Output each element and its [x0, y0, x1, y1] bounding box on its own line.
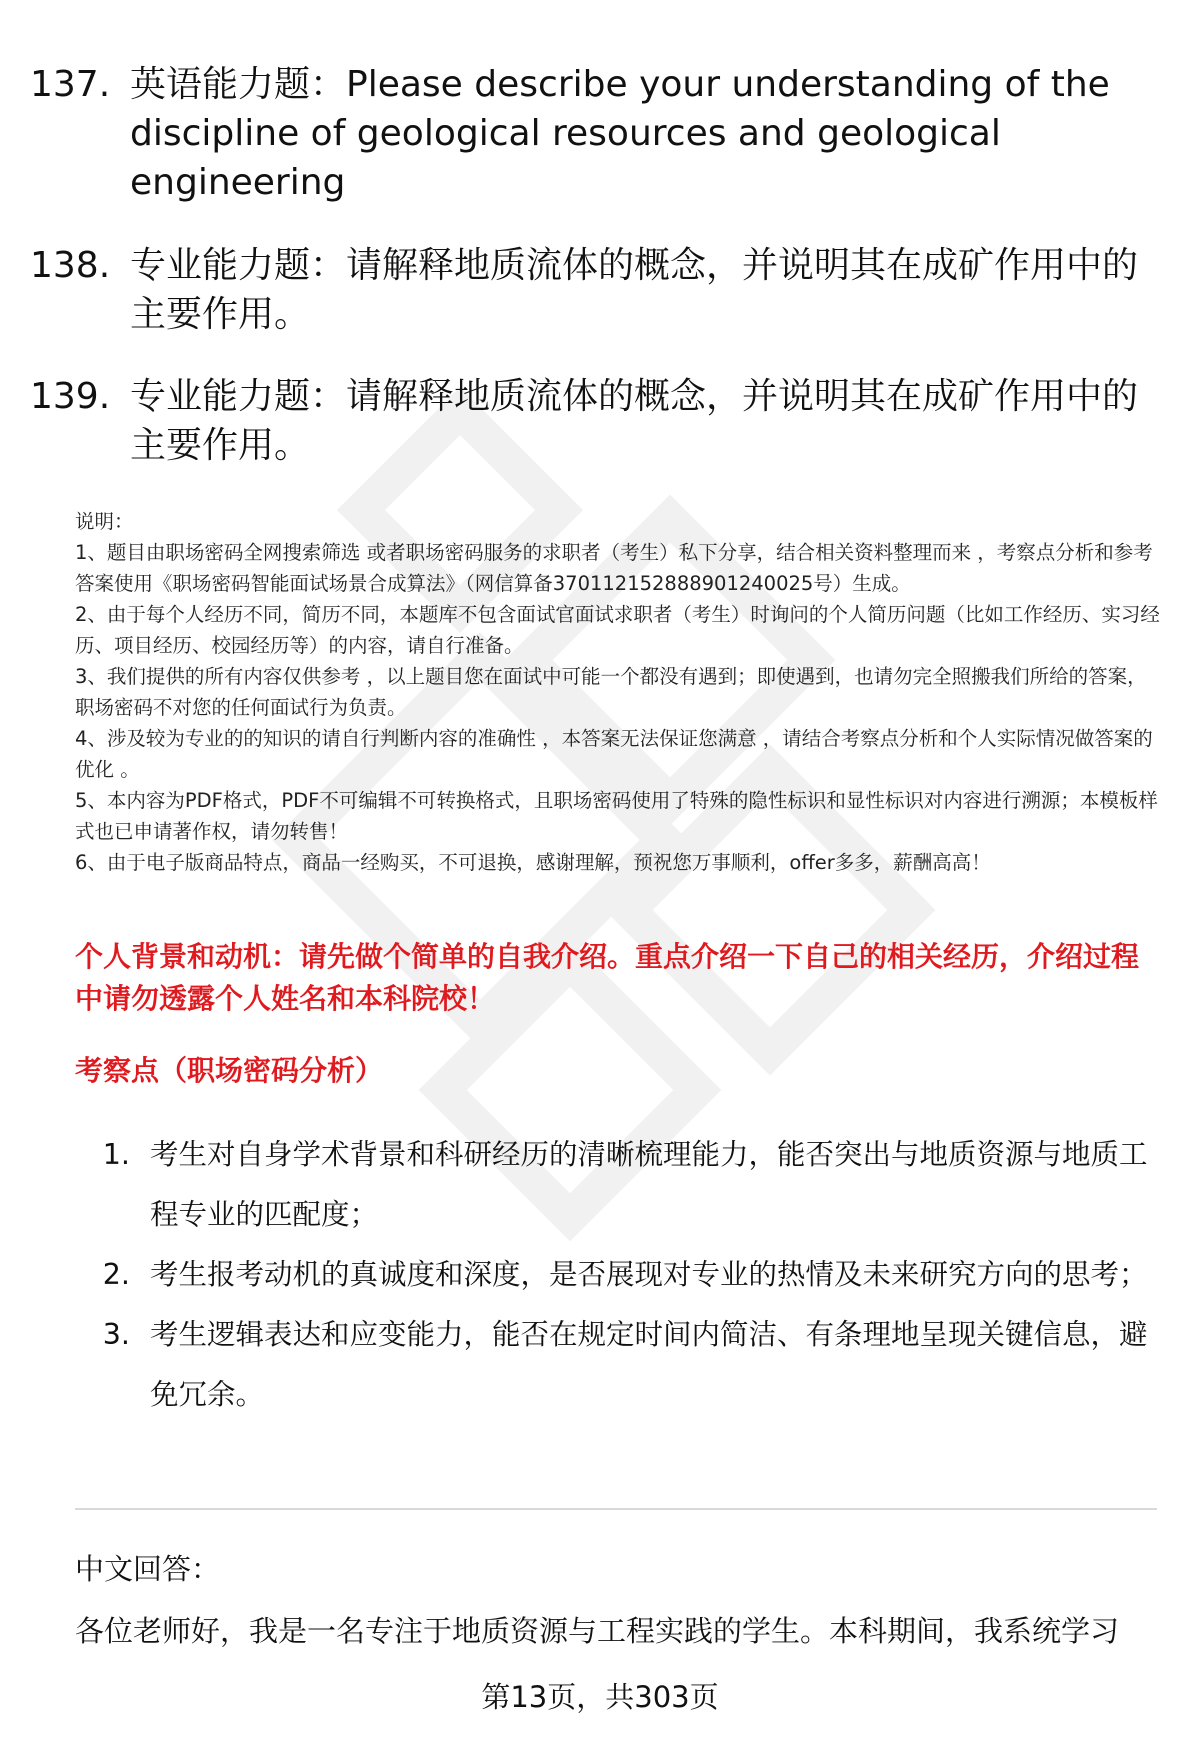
point-text: 考生逻辑表达和应变能力，能否在规定时间内简洁、有条理地呈现关键信息，避免冗余。	[150, 1318, 1148, 1411]
list-item	[75, 1305, 1155, 1425]
point-number: 2.	[102, 1258, 130, 1291]
list-item	[75, 1245, 1155, 1305]
point-text: 考生对自身学术背景和科研经历的清晰梳理能力，能否突出与地质资源与地质工程专业的匹配度；	[150, 1138, 1148, 1231]
question-number: 139.	[30, 376, 111, 417]
question-text: 专业能力题：请解释地质流体的概念，并说明其在成矿作用中的主要作用。	[130, 245, 1139, 335]
notes-title: 说明：	[75, 510, 134, 533]
question-text: 专业能力题：请解释地质流体的概念，并说明其在成矿作用中的主要作用。	[130, 376, 1139, 466]
answer-text: 各位老师好，我是一名专注于地质资源与工程实践的学生。本科期间，我系统学习	[75, 1614, 1120, 1648]
list-item	[75, 1125, 1155, 1245]
analysis-points	[75, 1125, 1155, 1425]
note-item: 3、我们提供的所有内容仅供参考 ，以上题目您在面试中可能一个都没有遇到；即使遇到，也请勿完全照搬我们所给的答案，职场密码不对您的任何面试行为负责。	[75, 665, 1147, 719]
note-item: 6、由于电子版商品特点，商品一经购买，不可退换，感谢理解，预祝您万事顺利，offer多多，薪酬高高！	[75, 851, 991, 874]
question-139	[30, 372, 1150, 470]
analysis-heading: 考察点（职场密码分析）	[75, 1054, 384, 1087]
section-divider	[75, 1508, 1157, 1510]
question-137	[30, 60, 1150, 207]
point-text: 考生报考动机的真诚度和深度，是否展现对专业的热情及未来研究方向的思考；	[150, 1258, 1148, 1291]
point-number: 1.	[102, 1138, 130, 1171]
point-number: 3.	[102, 1318, 130, 1351]
background-heading: 个人背景和动机：请先做个简单的自我介绍。重点介绍一下自己的相关经历，介绍过程中请勿透露个人姓名和本科院校！	[75, 940, 1140, 1015]
question-text: 英语能力题：Please describe your understanding of the discipline of geological resources and geological engineering	[130, 64, 1110, 203]
question-138	[30, 241, 1150, 339]
answer-label: 中文回答：	[75, 1552, 221, 1586]
page-footer: 第13页，共303页	[481, 1680, 719, 1714]
note-item: 4、涉及较为专业的的知识的请自行判断内容的准确性 ，本答案无法保证您满意 ，请结合考察点分析和个人实际情况做答案的优化 。	[75, 727, 1153, 781]
disclaimer-notes	[75, 506, 1165, 878]
note-item: 2、由于每个人经历不同，简历不同，本题库不包含面试官面试求职者（考生）时询问的个人简历问题（比如工作经历、实习经历、项目经历、校园经历等）的内容，请自行准备。	[75, 603, 1160, 657]
question-number: 138.	[30, 245, 111, 286]
question-number: 137.	[30, 64, 111, 105]
note-item: 5、本内容为PDF格式，PDF不可编辑不可转换格式，且职场密码使用了特殊的隐性标识和显性标识对内容进行溯源；本模板样式也已申请著作权，请勿转售！	[75, 789, 1158, 843]
note-item: 1、题目由职场密码全网搜索筛选 或者职场密码服务的求职者（考生）私下分享，结合相关资料整理而来 ，考察点分析和参考答案使用《职场密码智能面试场景合成算法》（网信算备370112152888901240025号）生成。	[75, 541, 1153, 595]
